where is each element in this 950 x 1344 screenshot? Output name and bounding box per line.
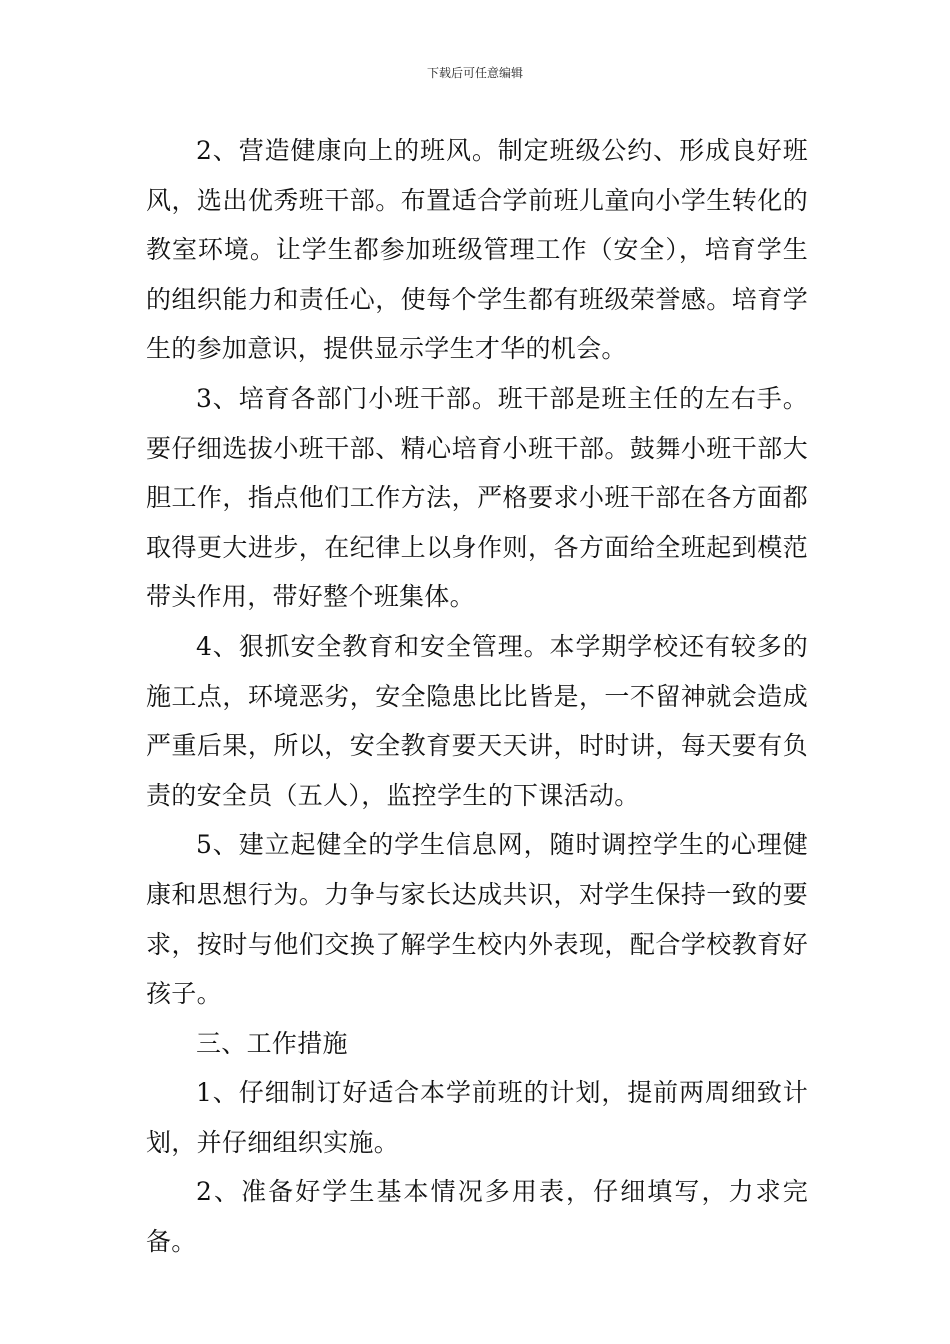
section-heading-work-measures: 三、工作措施 [196, 1028, 348, 1058]
paragraph-student-forms: 2、准备好学生基本情况多用表，仔细填写，力求完备。 [146, 1177, 808, 1257]
paragraph-class-style: 2、营造健康向上的班风。制定班级公约、形成良好班风，选出优秀班干部。布置适合学前班儿童向小学生转化的教室环境。让学生都参加班级管理工作（安全），培育学生的组织能力和责任心，使每个学生都有班级荣誉感。培育学生的参加意识，提供显示学生才华的机会。 [146, 136, 808, 364]
page-header-note: 下载后可任意编辑 [426, 66, 523, 80]
document-body [146, 126, 808, 1267]
paragraph-class-cadres: 3、培育各部门小班干部。班干部是班主任的左右手。要仔细选拔小班干部、精心培育小班干部。鼓舞小班干部大胆工作，指点他们工作方法，严格要求小班干部在各方面都取得更大进步，在纪律上以身作则，各方面给全班起到模范带头作用，带好整个班集体。 [146, 383, 808, 612]
paragraph-plan: 1、仔细制订好适合本学前班的计划，提前两周细致计划，并仔细组织实施。 [146, 1078, 808, 1157]
paragraph-safety-education: 4、狠抓安全教育和安全管理。本学期学校还有较多的施工点，环境恶劣，安全隐患比比皆是，一不留神就会造成严重后果，所以，安全教育要天天讲，时时讲，每天要有负责的安全员（五人），监控学生的下课活动。 [146, 631, 808, 810]
paragraph-student-info-network: 5、建立起健全的学生信息网，随时调控学生的心理健康和思想行为。力争与家长达成共识，对学生保持一致的要求，按时与他们交换了解学生校内外表现，配合学校教育好孩子。 [146, 830, 808, 1009]
